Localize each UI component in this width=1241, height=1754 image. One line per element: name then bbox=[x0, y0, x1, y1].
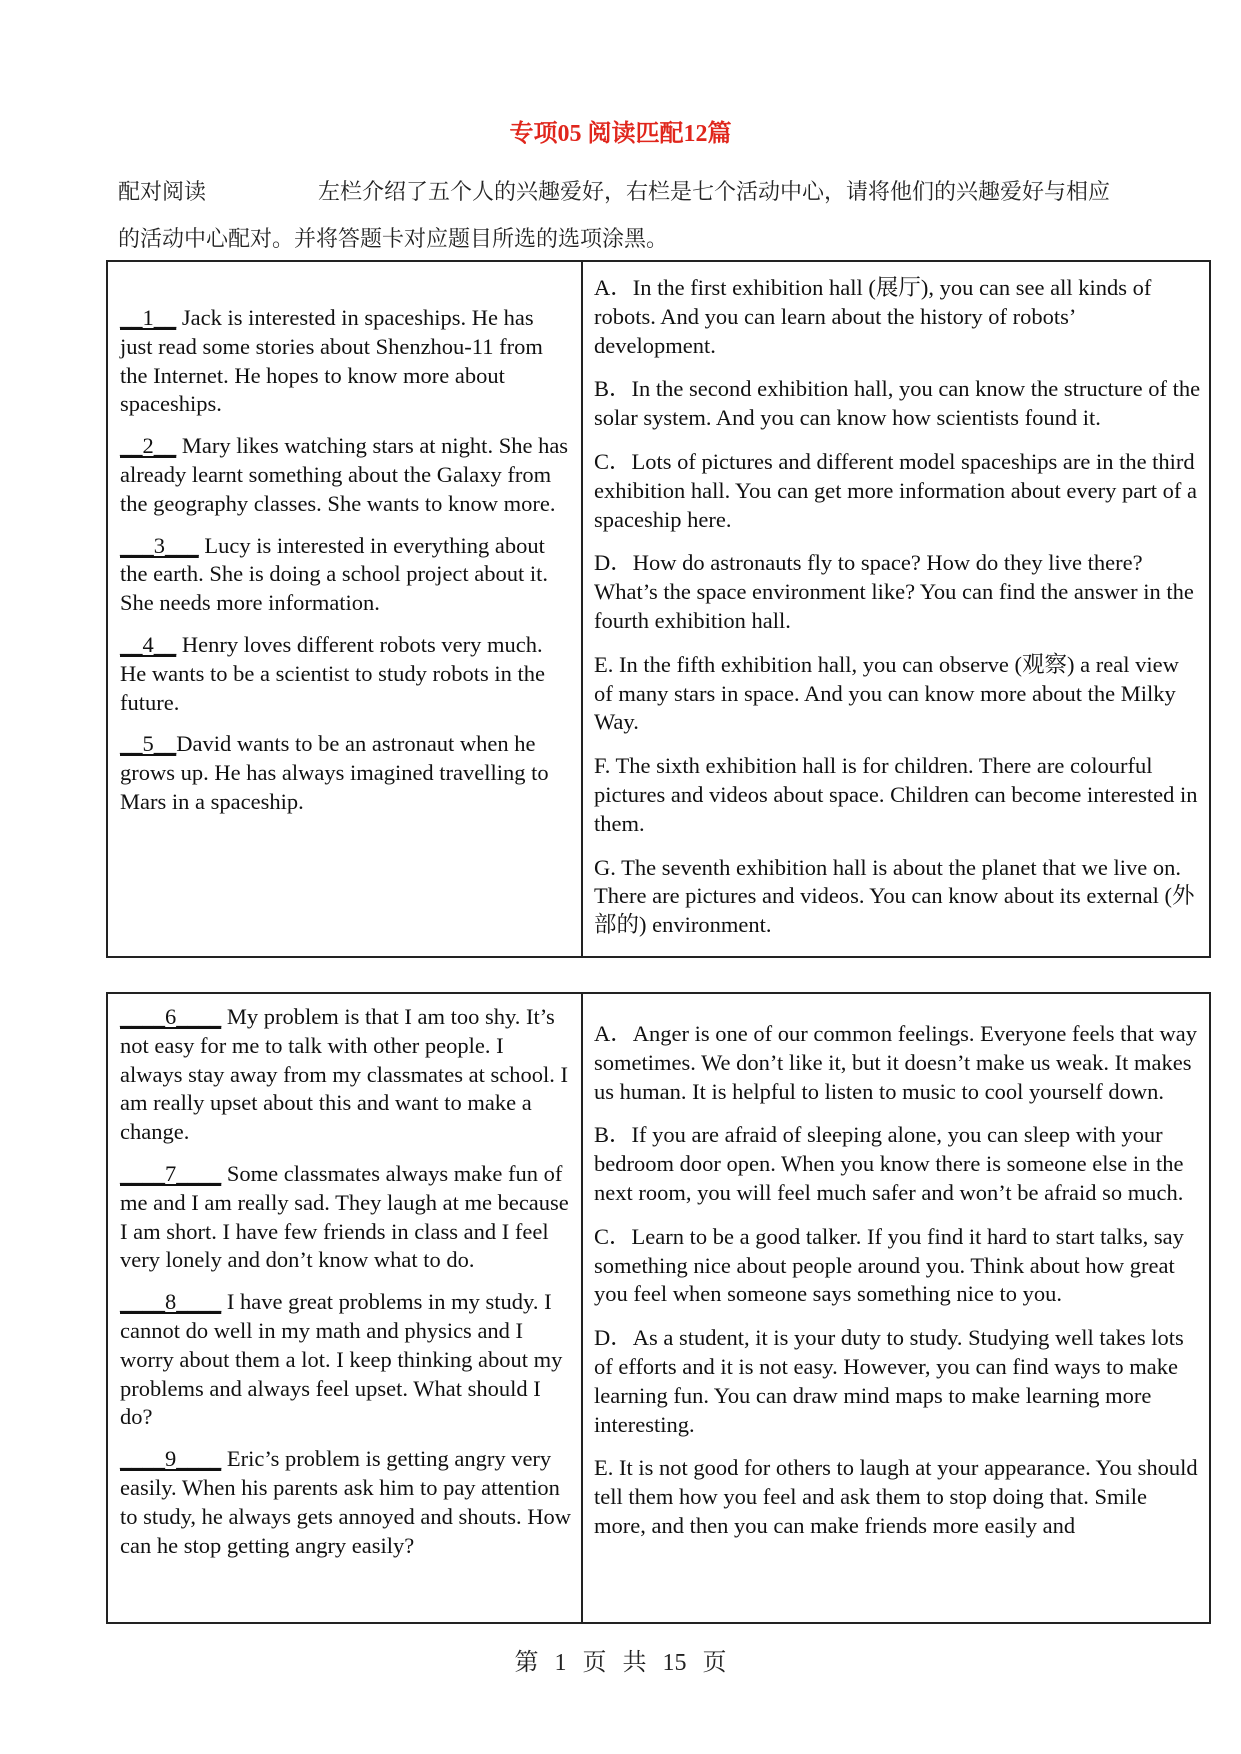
list-item: ____8____ I have great problems in my study. I cannot do well in my math and physics and I worry about them a lot. I keep thinking about my problems and always feel upset. What should I do? bbox=[120, 1289, 563, 1430]
page-title: 专项05 阅读匹配12篇 bbox=[509, 121, 732, 147]
instructions-text: 左栏介绍了五个人的兴趣爱好，右栏是七个活动中心，请将他们的兴趣爱好与相应的活动中心配对。并将答题卡对应题目所选的选项涂黑。 bbox=[118, 179, 1111, 251]
page-footer: 第 1 页 共 15 页 bbox=[514, 1650, 727, 1676]
option-e: E. It is not good for others to laugh at your appearance. You should tell them how you feel and ask them to stop doing that. Smile more, and then you can make friends more easily and bbox=[594, 1455, 1198, 1538]
advice-column bbox=[582, 993, 1210, 1623]
list-item: __4__ Henry loves different robots very much. He wants to be a scientist to study robots in the future. bbox=[120, 631, 545, 715]
option-a: A．Anger is one of our common feelings. Everyone feels that way sometimes. We don’t like it, but it doesn’t make us weak. It makes us human. It is helpful to listen to music to cool yourself down. bbox=[594, 1021, 1197, 1104]
answer-blank-2[interactable]: __2__ bbox=[120, 433, 177, 459]
instructions-lead: 配对阅读 bbox=[118, 179, 207, 204]
option-b: B．If you are afraid of sleeping alone, you can sleep with your bedroom door open. When you know there is someone else in the next room, you will feel much safer and won’t be afraid so much. bbox=[594, 1122, 1184, 1205]
option-e: E. In the fifth exhibition hall, you can observe (观察) a real view of many stars in space. And you can know more about the Milky Way. bbox=[594, 651, 1179, 735]
option-a: A．In the first exhibition hall (展厅), you can see all kinds of robots. And you can learn about the history of robots’ development. bbox=[594, 275, 1152, 358]
option-f: F. The sixth exhibition hall is for children. There are colourful pictures and videos about space. Children can become interested in them. bbox=[594, 753, 1198, 836]
answer-blank-5[interactable]: __5__ bbox=[120, 731, 177, 757]
list-item: ____9____ Eric’s problem is getting angry very easily. When his parents ask him to pay attention to study, he always gets annoyed and shouts. How can he stop getting angry easily? bbox=[120, 1446, 571, 1558]
answer-blank-4[interactable]: __4__ bbox=[120, 631, 177, 657]
answer-blank-3[interactable]: ___3___ bbox=[120, 532, 199, 558]
people-column bbox=[107, 261, 582, 957]
answer-blank-9[interactable]: ____9____ bbox=[120, 1446, 222, 1472]
option-d: D．How do astronauts fly to space? How do they live there? What’s the space environment like? You can find the answer in the fourth exhibition hall. bbox=[594, 550, 1194, 633]
list-item: ____6____ My problem is that I am too shy. It’s not easy for me to talk with other people. I always stay away from my classmates at school. I am really upset about this and want to make a change. bbox=[120, 1004, 569, 1145]
option-c: C．Learn to be a good talker. If you find it hard to start talks, say something nice about people around you. Think about how great you feel when someone says something nice to you. bbox=[594, 1223, 1184, 1307]
answer-blank-8[interactable]: ____8____ bbox=[120, 1289, 222, 1315]
matching-table-2 bbox=[106, 992, 1211, 1624]
list-item: ___3___ Lucy is interested in everything about the earth. She is doing a school project about it. She needs more information. bbox=[120, 532, 549, 616]
option-g: G. The seventh exhibition hall is about the planet that we live on. There are pictures and videos. You can know about its external (外部的) environment. bbox=[594, 854, 1195, 938]
matching-table-1 bbox=[106, 260, 1211, 958]
list-item: __2__ Mary likes watching stars at night. She has already learnt something about the Galaxy from the geography classes. She wants to know more. bbox=[120, 433, 569, 516]
option-c: C．Lots of pictures and different model spaceships are in the third exhibition hall. You can get more information about every part of a spaceship here. bbox=[594, 448, 1197, 532]
answer-blank-6[interactable]: ____6____ bbox=[120, 1004, 222, 1029]
list-item: ____7____ Some classmates always make fun of me and I am really sad. They laugh at me because I am short. I have few friends in class and I feel very lonely and don’t know what to do. bbox=[120, 1160, 569, 1273]
answer-blank-7[interactable]: ____7____ bbox=[120, 1160, 222, 1186]
list-item: __5__David wants to be an astronaut when he grows up. He has always imagined travelling to Mars in a spaceship. bbox=[120, 731, 549, 814]
option-b: B．In the second exhibition hall, you can know the structure of the solar system. And you can know how scientists found it. bbox=[594, 376, 1201, 431]
problems-column bbox=[107, 993, 582, 1623]
option-d: D．As a student, it is your duty to study. Studying well takes lots of efforts and it is not easy. However, you can find ways to make learning fun. You can draw mind maps to make learning more interesting. bbox=[594, 1325, 1184, 1437]
options-column bbox=[582, 261, 1210, 957]
answer-blank-1[interactable]: __1__ bbox=[120, 305, 177, 330]
list-item: __1__ Jack is interested in spaceships. He has just read some stories about Shenzhou-11 from the Internet. He hopes to know more about spaceships. bbox=[120, 305, 543, 417]
instructions bbox=[118, 168, 1128, 262]
